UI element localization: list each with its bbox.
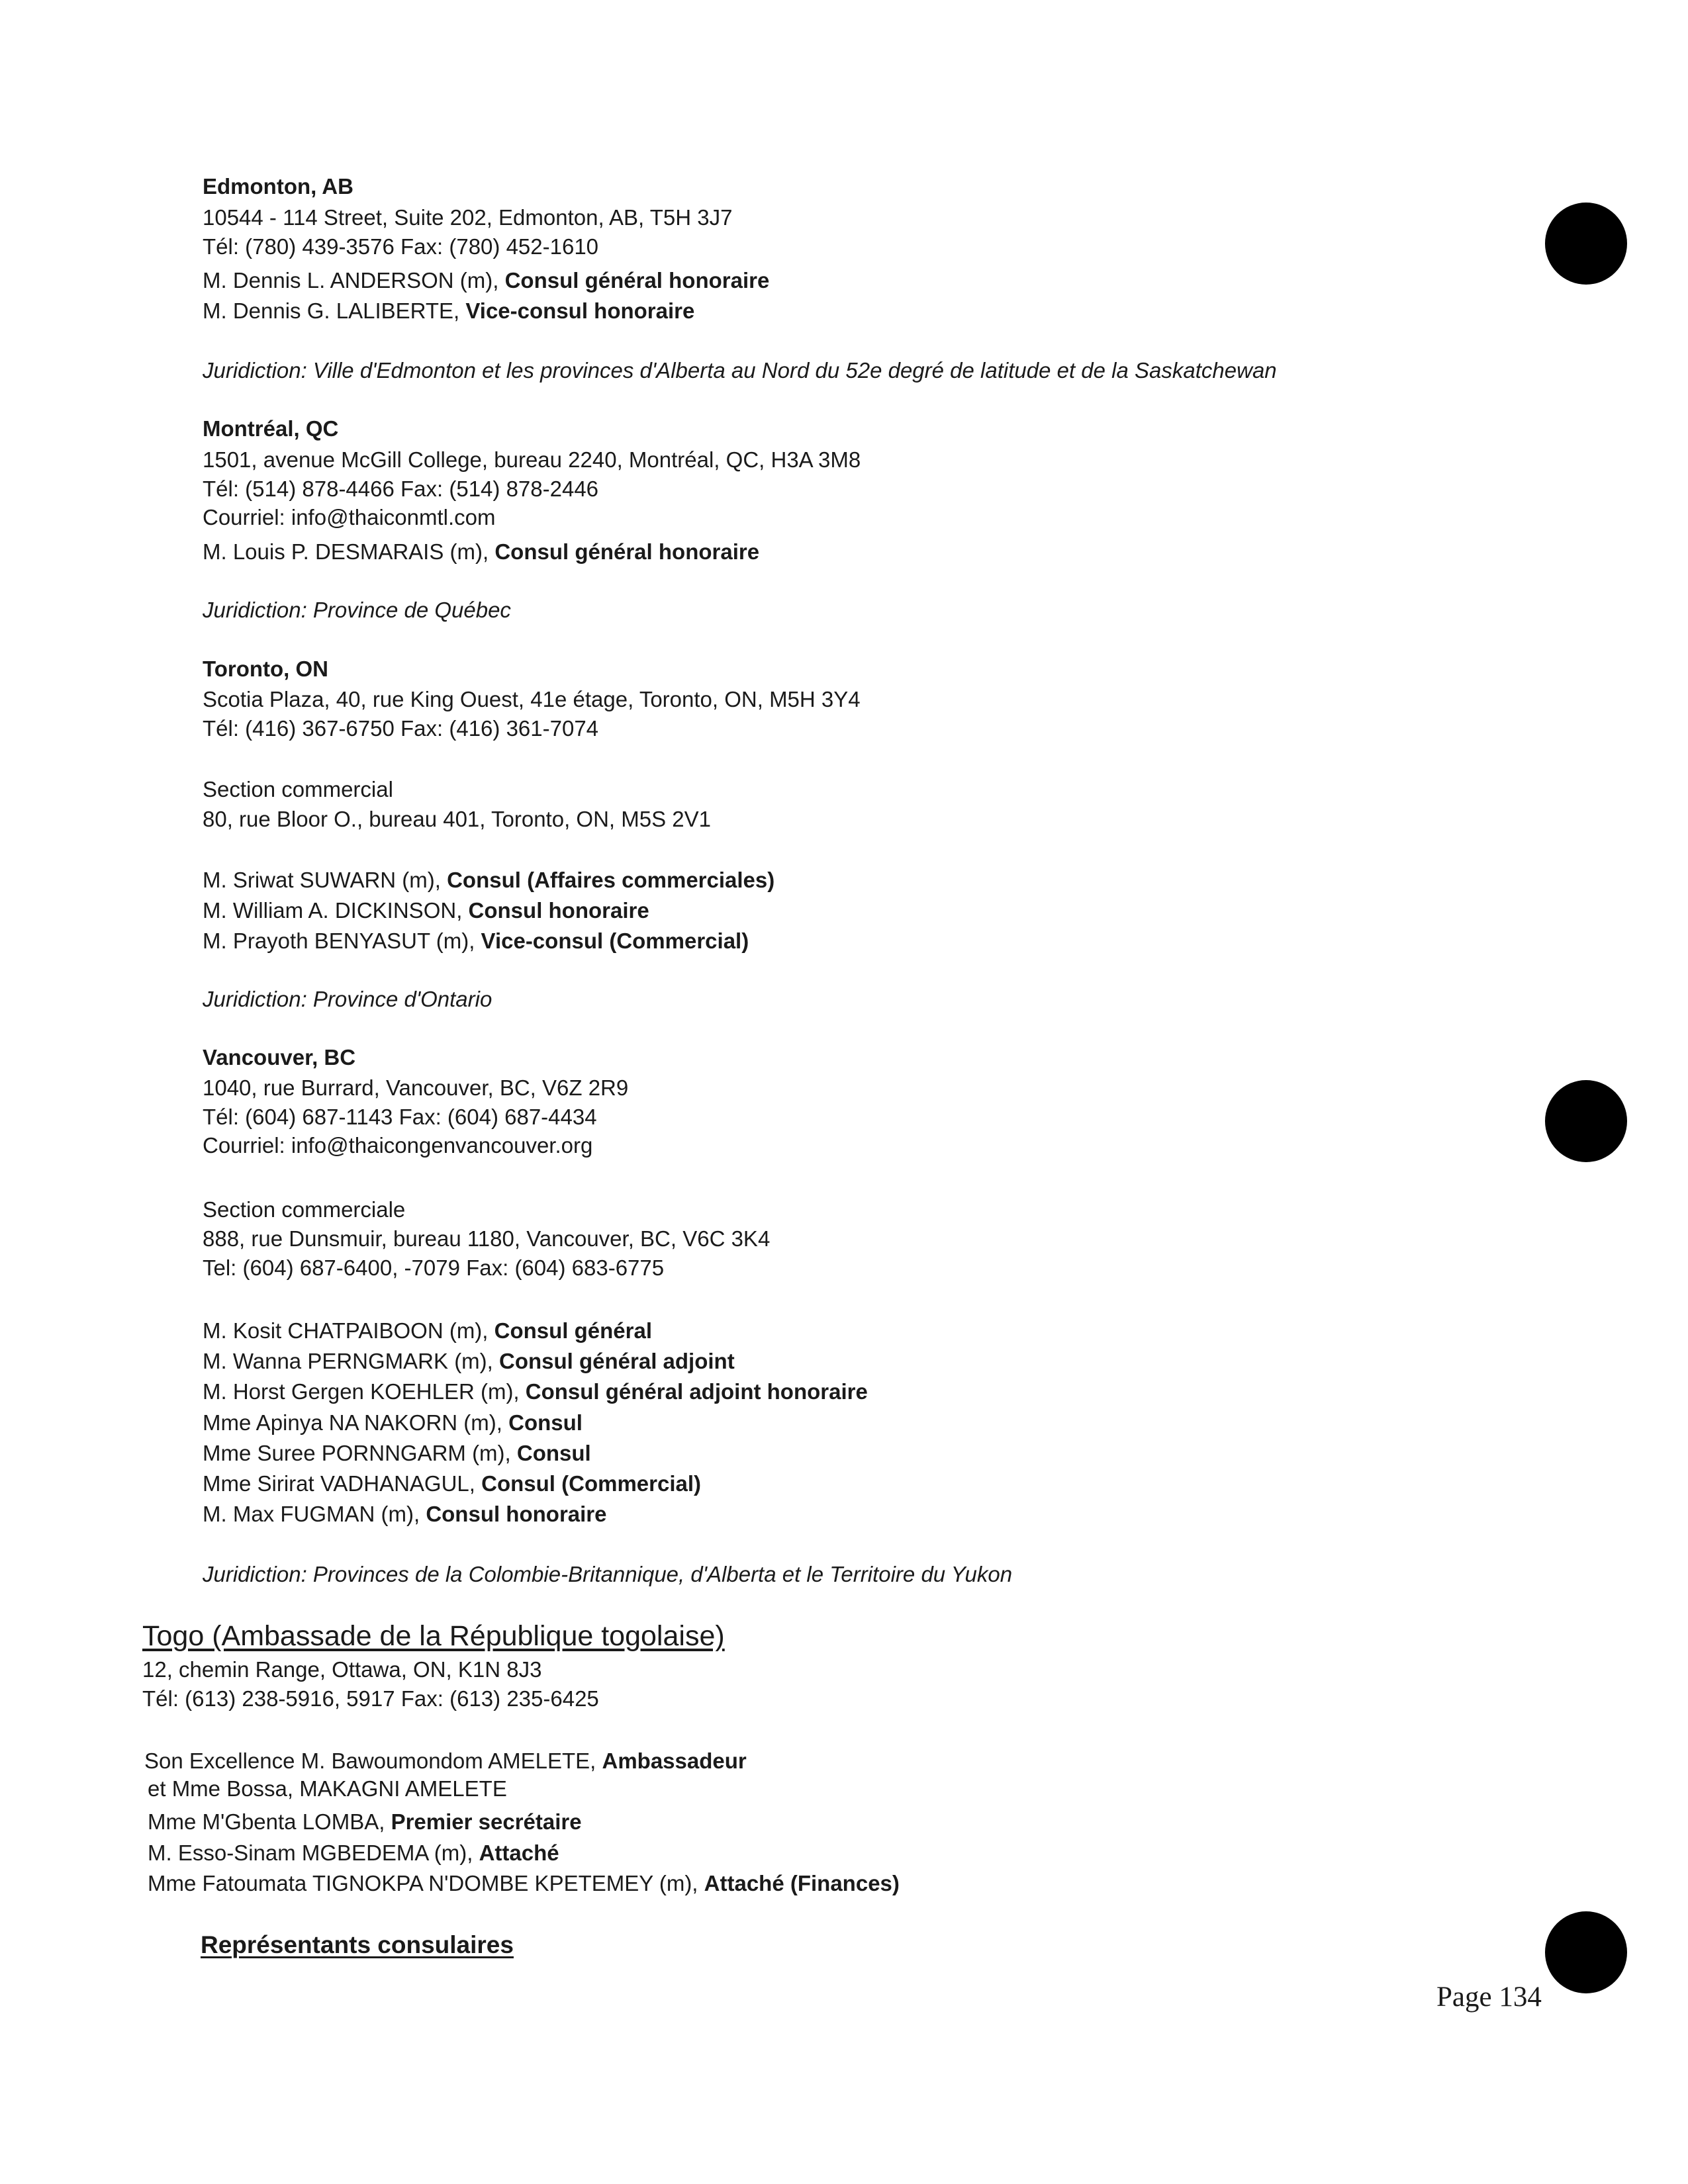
official-title: Ambassadeur [602, 1749, 747, 1773]
commercial-address: 80, rue Bloor O., bureau 401, Toronto, ON, M5S 2V1 [203, 807, 711, 831]
official-line [203, 867, 774, 893]
jurisdiction-line [203, 986, 492, 1013]
jurisdiction-text: Ville d'Edmonton et les provinces d'Alberta au Nord du 52e degré de latitude et de la Saskatchewan [306, 358, 1277, 383]
official-title: Vice-consul honoraire [465, 298, 695, 323]
address: 12, chemin Range, Ottawa, ON, K1N 8J3 [142, 1657, 542, 1682]
official-name: M. Sriwat SUWARN (m), [203, 868, 447, 892]
jurisdiction-label: Juridiction: [203, 1562, 307, 1586]
official-title: Premier secrétaire [391, 1809, 582, 1834]
official-line [148, 1870, 900, 1897]
city-heading-montreal: Montréal, QC [203, 416, 339, 441]
official-title: Consul général adjoint honoraire [525, 1379, 868, 1404]
official-line [203, 539, 759, 565]
official-name: M. Louis P. DESMARAIS (m), [203, 539, 495, 564]
official-title: Consul général honoraire [494, 539, 760, 564]
official-line [203, 928, 749, 954]
official-line [203, 1348, 735, 1375]
jurisdiction-label: Juridiction: [203, 358, 307, 383]
official-title: Consul [516, 1441, 591, 1465]
official-name: M. Wanna PERNGMARK (m), [203, 1349, 499, 1373]
official-line [203, 897, 649, 924]
city-heading-edmonton: Edmonton, AB [203, 174, 353, 199]
commercial-address: 888, rue Dunsmuir, bureau 1180, Vancouver, BC, V6C 3K4 [203, 1226, 771, 1251]
official-title: Consul honoraire [468, 898, 649, 923]
phone-fax: Tél: (780) 439-3576 Fax: (780) 452-1610 [203, 234, 599, 259]
country-heading-togo: Togo (Ambassade de la République togolaise) [142, 1620, 725, 1652]
commercial-section-label: Section commerciale [203, 1197, 406, 1222]
consular-representatives-heading: Représentants consulaires [201, 1931, 514, 1958]
official-name: Son Excellence M. Bawoumondom AMELETE, [144, 1749, 602, 1773]
official-name: Mme M'Gbenta LOMBA, [148, 1809, 391, 1834]
official-line [203, 1501, 607, 1527]
phone-fax: Tél: (604) 687-1143 Fax: (604) 687-4434 [203, 1105, 597, 1129]
official-name: M. Horst Gergen KOEHLER (m), [203, 1379, 526, 1404]
official-line [144, 1748, 747, 1774]
official-name: M. William A. DICKINSON, [203, 898, 469, 923]
official-name: Mme Apinya NA NAKORN (m), [203, 1410, 509, 1435]
punch-hole [1545, 203, 1627, 285]
official-title: Attaché [479, 1841, 559, 1865]
official-line [203, 1379, 868, 1405]
email: Courriel: info@thaiconmtl.com [203, 505, 496, 529]
official-line [203, 1440, 591, 1467]
official-line [203, 1410, 583, 1436]
phone-fax: Tél: (416) 367-6750 Fax: (416) 361-7074 [203, 716, 599, 741]
jurisdiction-text: Provinces de la Colombie-Britannique, d'Alberta et le Territoire du Yukon [306, 1562, 1013, 1586]
official-title: Consul honoraire [426, 1502, 607, 1526]
official-title: Consul (Commercial) [481, 1471, 702, 1496]
address: 1501, avenue McGill College, bureau 2240, Montréal, QC, H3A 3M8 [203, 447, 861, 472]
city-heading-toronto: Toronto, ON [203, 657, 329, 681]
address: 10544 - 114 Street, Suite 202, Edmonton, AB, T5H 3J7 [203, 205, 733, 230]
official-line [148, 1809, 582, 1835]
jurisdiction-line [203, 357, 1277, 384]
jurisdiction-text: Province de Québec [306, 598, 511, 622]
address: Scotia Plaza, 40, rue King Ouest, 41e étage, Toronto, ON, M5H 3Y4 [203, 687, 861, 711]
official-name: Mme Suree PORNNGARM (m), [203, 1441, 517, 1465]
commercial-phone-fax: Tel: (604) 687-6400, -7079 Fax: (604) 683-6775 [203, 1255, 665, 1280]
jurisdiction-line [203, 1561, 1012, 1588]
official-name: M. Esso-Sinam MGBEDEMA (m), [148, 1841, 479, 1865]
official-name: M. Dennis L. ANDERSON (m), [203, 268, 505, 293]
punch-hole [1545, 1911, 1627, 1993]
jurisdiction-line [203, 597, 511, 623]
official-title: Consul [508, 1410, 583, 1435]
commercial-section-label: Section commercial [203, 777, 393, 801]
phone-fax: Tél: (514) 878-4466 Fax: (514) 878-2446 [203, 477, 599, 501]
official-name: M. Kosit CHATPAIBOON (m), [203, 1318, 494, 1343]
official-title: Consul général [494, 1318, 653, 1343]
official-line [203, 298, 694, 324]
official-name: M. Max FUGMAN (m), [203, 1502, 426, 1526]
official-line [203, 1318, 652, 1344]
phone-fax: Tél: (613) 238-5916, 5917 Fax: (613) 235-6425 [142, 1686, 599, 1711]
official-line [148, 1840, 559, 1866]
official-name: M. Prayoth BENYASUT (m), [203, 929, 481, 953]
official-line [203, 1471, 701, 1497]
city-heading-vancouver: Vancouver, BC [203, 1045, 356, 1069]
official-name: Mme Sirirat VADHANAGUL, [203, 1471, 482, 1496]
official-title: Consul général adjoint [499, 1349, 735, 1373]
spouse-line: et Mme Bossa, MAKAGNI AMELETE [148, 1776, 507, 1801]
jurisdiction-label: Juridiction: [203, 598, 307, 622]
official-name: Mme Fatoumata TIGNOKPA N'DOMBE KPETEMEY (m), [148, 1871, 704, 1895]
jurisdiction-label: Juridiction: [203, 987, 307, 1011]
address: 1040, rue Burrard, Vancouver, BC, V6Z 2R9 [203, 1075, 629, 1100]
official-title: Consul général honoraire [504, 268, 770, 293]
official-title: Attaché (Finances) [704, 1871, 900, 1895]
official-title: Vice-consul (Commercial) [481, 929, 749, 953]
official-title: Consul (Affaires commerciales) [447, 868, 775, 892]
official-line [203, 267, 769, 294]
jurisdiction-text: Province d'Ontario [306, 987, 492, 1011]
punch-hole [1545, 1080, 1627, 1162]
email: Courriel: info@thaicongenvancouver.org [203, 1133, 593, 1158]
official-name: M. Dennis G. LALIBERTE, [203, 298, 466, 323]
page-number: Page 134 [1436, 1981, 1542, 2013]
